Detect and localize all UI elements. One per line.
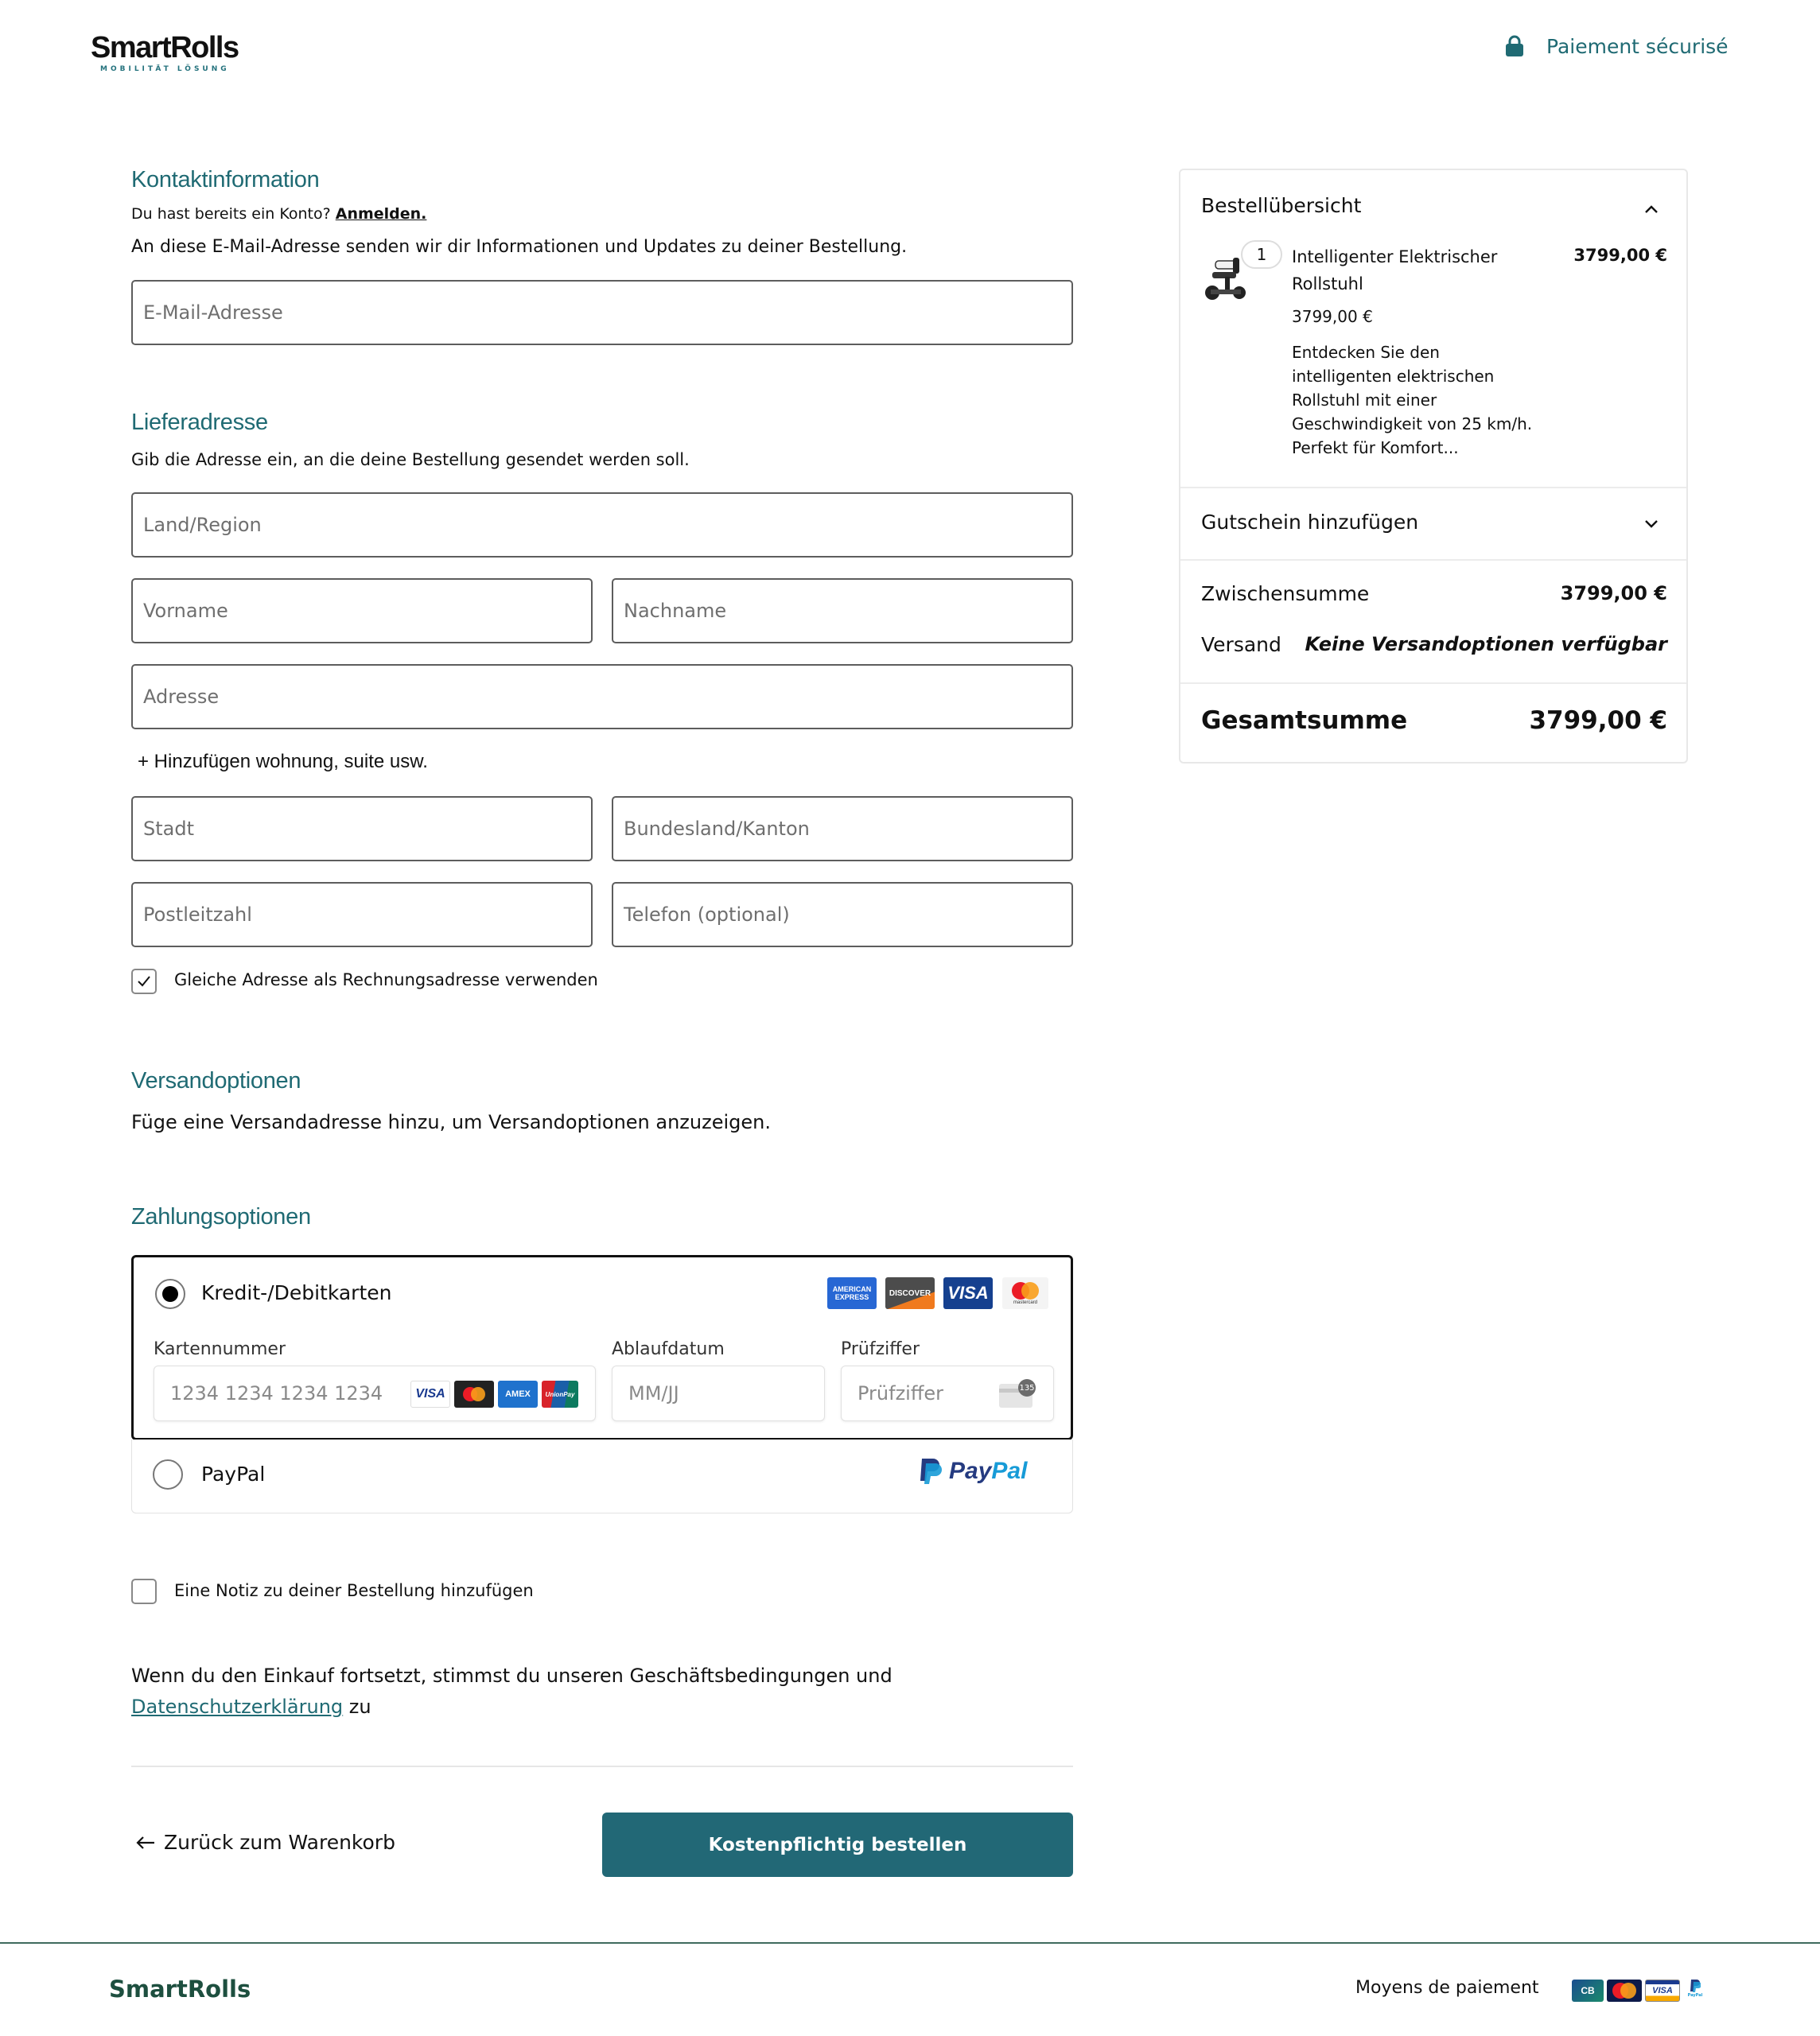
same-billing-label: Gleiche Adresse als Rechnungsadresse verwenden (174, 970, 598, 989)
chevron-down-icon (1643, 519, 1659, 530)
cvc-label: Prüfziffer (841, 1339, 920, 1359)
footer-divider (0, 1942, 1820, 1944)
first-name-input[interactable] (131, 578, 593, 643)
divider (1180, 559, 1686, 561)
card-brand-unionpay (542, 1381, 578, 1408)
chevron-up-icon[interactable] (1643, 204, 1659, 215)
visa-logo (943, 1277, 993, 1309)
mastercard-footer-icon (1609, 1982, 1639, 1999)
footer-brand[interactable]: SmartRolls (109, 1976, 251, 2003)
coupon-toggle[interactable] (1180, 488, 1686, 558)
terms-body: Wenn du den Einkauf fortsetzt, stimmst du unseren Geschäftsbedingungen und (131, 1665, 892, 1687)
card-brand-mastercard (454, 1381, 494, 1408)
phone-placeholder: Telefon (optional) (624, 903, 790, 926)
account-prompt-text: Du hast bereits ein Konto? (131, 205, 331, 223)
shipping-value: Keine Versandoptionen verfügbar (1305, 633, 1667, 655)
secure-payment-label: Paiement sécurisé (1546, 34, 1729, 58)
cb-logo (1572, 1980, 1604, 2002)
contact-section-title: Kontaktinformation (131, 167, 320, 192)
order-note-label: Eine Notiz zu deiner Bestellung hinzufügen (174, 1581, 534, 1600)
secure-payment-badge (1505, 30, 1729, 62)
visa-footer-logo (1645, 1980, 1680, 2002)
mastercard-logo-text: mastercard (1013, 1300, 1037, 1305)
card-radio[interactable] (155, 1279, 185, 1309)
postal-code-input[interactable] (131, 882, 593, 947)
discover-logo-text: DISCOVER (889, 1288, 931, 1298)
subtotal-label: Zwischensumme (1201, 582, 1370, 605)
paypal-logo: PayPal (919, 1457, 1027, 1486)
expiry-input[interactable] (612, 1366, 825, 1421)
state-input[interactable] (612, 796, 1073, 861)
payment-methods-label: Moyens de paiement (1355, 1978, 1539, 1998)
expiry-label: Ablaufdatum (612, 1339, 725, 1359)
shipping-options-title: Versandoptionen (131, 1068, 301, 1094)
coupon-label: Gutschein hinzufügen (1201, 511, 1419, 534)
arrow-left-icon (135, 1835, 156, 1851)
order-note-checkbox[interactable] (131, 1579, 157, 1604)
payment-option-paypal[interactable] (131, 1440, 1073, 1513)
lock-icon (1505, 35, 1524, 57)
place-order-button[interactable] (602, 1813, 1073, 1877)
total-value: 3799,00 € (1529, 706, 1667, 735)
quantity-badge: 1 (1241, 240, 1282, 269)
cvc-placeholder: Prüfziffer (858, 1382, 944, 1405)
shipping-address-description: Gib die Adresse ein, an die deine Bestellung gesendet werden soll. (131, 450, 690, 469)
product-description-line: Geschwindigkeit von 25 km/h. (1292, 414, 1533, 433)
privacy-policy-link[interactable]: Datenschutzerklärung (131, 1696, 344, 1718)
email-placeholder: E-Mail-Adresse (143, 301, 283, 324)
country-select[interactable] (131, 492, 1073, 558)
order-summary-title: Bestellübersicht (1201, 194, 1362, 217)
discover-logo (885, 1277, 935, 1309)
paypal-radio[interactable] (153, 1459, 183, 1490)
card-number-input[interactable] (154, 1366, 596, 1421)
card-option-label: Kredit-/Debitkarten (201, 1281, 392, 1304)
card-brand-amex-text: AMEX (505, 1389, 531, 1399)
checkmark-icon (136, 973, 152, 989)
product-line-total: 3799,00 € (1573, 246, 1667, 265)
back-to-cart-label: Zurück zum Warenkorb (164, 1831, 395, 1854)
mastercard-logo (1002, 1277, 1048, 1309)
address-placeholder: Adresse (143, 686, 220, 708)
state-placeholder: Bundesland/Kanton (624, 818, 810, 840)
product-description-line: Perfekt für Komfort... (1292, 438, 1459, 457)
card-brand-visa-text: VISA (415, 1387, 445, 1401)
product-description-line: Entdecken Sie den (1292, 343, 1440, 362)
card-brand-amex (498, 1381, 538, 1408)
cvc-card-icon (999, 1381, 1036, 1408)
contact-description: An diese E-Mail-Adresse senden wir dir Informationen und Updates zu deiner Bestellung. (131, 237, 908, 257)
cvc-input[interactable] (841, 1366, 1054, 1421)
city-input[interactable] (131, 796, 593, 861)
product-name-line2: Rollstuhl (1292, 274, 1363, 293)
card-brand-visa (410, 1381, 450, 1408)
cb-logo-text: CB (1581, 1985, 1595, 1996)
product-description-line: intelligenten elektrischen (1292, 367, 1495, 386)
same-billing-checkbox[interactable] (131, 969, 157, 994)
city-placeholder: Stadt (143, 818, 194, 840)
payment-option-card[interactable] (131, 1255, 1073, 1440)
footer-payment-logos (1572, 1979, 1707, 2003)
postal-code-placeholder: Postleitzahl (143, 903, 252, 926)
terms-text (131, 1661, 1073, 1723)
logo-tagline: MOBILITÄT LÖSUNG (100, 65, 230, 73)
paypal-footer-text: PayPal (1687, 1993, 1703, 1998)
paypal-footer-logo (1683, 1979, 1707, 2003)
last-name-placeholder: Nachname (624, 600, 727, 622)
shipping-address-title: Lieferadresse (131, 410, 268, 435)
login-link[interactable]: Anmelden. (335, 205, 427, 223)
product-unit-price: 3799,00 € (1292, 307, 1373, 326)
address-input[interactable] (131, 664, 1073, 729)
place-order-label: Kostenpflichtig bestellen (708, 1834, 967, 1855)
card-number-placeholder: 1234 1234 1234 1234 (170, 1382, 383, 1405)
mastercard-footer-logo (1607, 1980, 1642, 2002)
expiry-placeholder: MM/JJ (628, 1382, 679, 1405)
card-number-label: Kartennummer (154, 1339, 286, 1359)
visa-footer-text: VISA (1652, 1986, 1673, 1995)
divider (1180, 682, 1686, 684)
card-brand-unionpay-text: UnionPay (545, 1390, 575, 1398)
phone-input[interactable] (612, 882, 1073, 947)
total-label: Gesamtsumme (1201, 706, 1408, 735)
paypal-option-label: PayPal (201, 1463, 266, 1486)
logo-text: SmartRolls (91, 31, 239, 64)
terms-suffix: zu (348, 1696, 371, 1718)
product-name-line1: Intelligenter Elektrischer (1292, 247, 1498, 266)
paypal-footer-icon (1690, 1979, 1701, 1993)
first-name-placeholder: Vorname (143, 600, 228, 622)
amex-logo (827, 1277, 877, 1309)
last-name-input[interactable] (612, 578, 1073, 643)
product-description-line: Rollstuhl mit einer (1292, 390, 1437, 410)
order-summary-panel (1179, 169, 1688, 764)
cvc-badge: 135 (1018, 1379, 1036, 1397)
mastercard-small-icon (461, 1385, 488, 1403)
product-name (1292, 243, 1497, 297)
visa-logo-text: VISA (947, 1283, 989, 1303)
logo[interactable] (91, 30, 250, 75)
paypal-p-icon (919, 1457, 943, 1486)
account-prompt (131, 205, 426, 223)
add-apartment-link[interactable]: + Hinzufügen wohnung, suite usw. (138, 751, 428, 772)
divider (131, 1766, 1073, 1767)
email-input[interactable] (131, 280, 1073, 345)
mastercard-circles-icon (1009, 1281, 1041, 1300)
subtotal-value: 3799,00 € (1560, 582, 1667, 604)
back-to-cart-link[interactable] (135, 1831, 395, 1854)
payment-section-title: Zahlungsoptionen (131, 1204, 311, 1230)
country-placeholder: Land/Region (143, 514, 262, 536)
product-description (1292, 340, 1532, 460)
amex-logo-text: AMERICAN EXPRESS (832, 1285, 872, 1301)
shipping-options-description: Füge eine Versandadresse hinzu, um Versandoptionen anzuzeigen. (131, 1111, 771, 1133)
shipping-label: Versand (1201, 633, 1281, 656)
